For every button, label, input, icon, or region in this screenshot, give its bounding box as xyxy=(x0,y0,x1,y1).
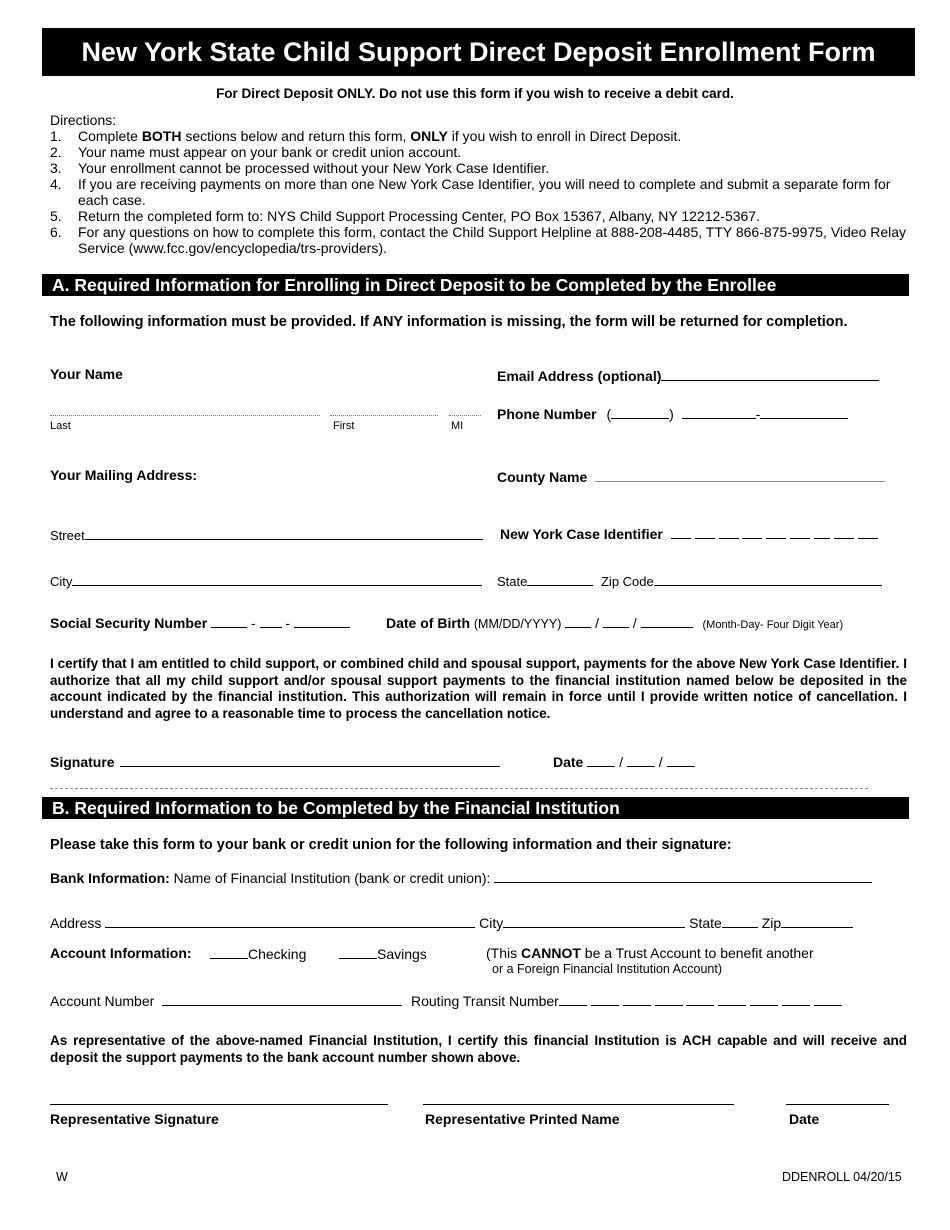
signature-date-field[interactable]: Date / / xyxy=(553,753,695,770)
bank-address-field[interactable] xyxy=(50,914,853,931)
bank-zip-input[interactable] xyxy=(781,914,853,928)
signature-label: Signature xyxy=(50,754,115,770)
direction-text: For any questions on how to complete this form, contact the Child Support Helpline at 888-208-4485, TTY 866-875-9975, Video Relay Service (www.fcc.gov/encyclopedia/trs-providers). xyxy=(78,224,907,256)
street-label: Street xyxy=(50,528,85,543)
form-title-text: New York State Child Support Direct Deposit Enrollment Form xyxy=(81,36,876,67)
cut-line-divider xyxy=(50,788,868,789)
bank-city-input[interactable] xyxy=(503,914,685,928)
trust-note-line2: or a Foreign Financial Institution Account) xyxy=(492,962,722,976)
section-a-notice: The following information must be provided. If ANY information is missing, the form will be returned for completion. xyxy=(50,314,848,330)
dob-month-input[interactable] xyxy=(565,614,591,628)
enrollee-certification: I certify that I am entitled to child support, or combined child and spousal support, payments for the above New York Case Identifier. I authorize that all my child support and/or spousal support payments to the financial institution named below be deposited in the account indicated by the financial institution. This authorization will remain in force until I provide written notice of cancellation. I understand and agree to a reasonable time to process the cancellation notice. xyxy=(50,656,907,721)
phone-label: Phone Number xyxy=(497,406,597,422)
city-label: City xyxy=(50,574,73,589)
bank-zip-label: Zip xyxy=(761,915,782,931)
form-subtitle: For Direct Deposit ONLY. Do not use this form if you wish to receive a debit card. xyxy=(216,86,734,101)
direction-item xyxy=(50,224,912,256)
trust-note-text: be a Trust Account to benefit another xyxy=(580,945,814,961)
bank-state-input[interactable] xyxy=(722,914,758,928)
dob-label: Date of Birth xyxy=(386,615,470,631)
phone-area-input[interactable] xyxy=(611,405,669,419)
bank-city-label: City xyxy=(479,915,504,931)
direction-item xyxy=(50,128,912,144)
phone-field[interactable]: Phone Number ( ) - xyxy=(497,405,848,422)
direction-number: 3. xyxy=(50,160,62,176)
direction-text: Your enrollment cannot be processed without your New York Case Identifier. xyxy=(78,160,550,176)
form-title xyxy=(42,28,915,76)
ssn-part2-input[interactable] xyxy=(260,614,282,628)
bank-address-input[interactable] xyxy=(105,914,475,928)
ssn-part1-input[interactable] xyxy=(211,614,247,628)
form-code: DDENROLL 04/20/15 xyxy=(782,1170,902,1184)
account-info-label: Account Information: xyxy=(50,945,192,961)
direction-number: 2. xyxy=(50,144,62,160)
email-input-line[interactable] xyxy=(661,367,879,381)
dob-day-input[interactable] xyxy=(603,614,629,628)
county-label: County Name xyxy=(497,469,588,485)
date-year-input[interactable] xyxy=(667,753,695,767)
section-a-header: A. Required Information for Enrolling in Direct Deposit to be Completed by the Enrollee xyxy=(42,274,909,296)
account-number-field[interactable] xyxy=(50,992,402,1009)
bank-state-label: State xyxy=(689,915,722,931)
trust-account-note xyxy=(486,945,814,961)
direction-number: 6. xyxy=(50,224,62,240)
mailing-address-label: Your Mailing Address: xyxy=(50,467,198,483)
account-number-input[interactable] xyxy=(162,992,402,1006)
ssn-label: Social Security Number xyxy=(50,615,208,631)
routing-input[interactable] xyxy=(559,992,842,1009)
direction-item xyxy=(50,160,912,176)
directions-list xyxy=(50,112,912,256)
bank-info-text: Name of Financial Institution (bank or credit union): xyxy=(173,870,491,886)
rep-signature-label: Representative Signature xyxy=(50,1111,219,1127)
mi-input[interactable] xyxy=(449,403,481,416)
rep-date-input[interactable] xyxy=(786,1104,889,1105)
first-name-input[interactable] xyxy=(330,403,438,416)
dob-field[interactable]: Date of Birth (MM/DD/YYYY) / / (Month-Day- Four Digit Year) xyxy=(386,615,844,631)
signature-field[interactable] xyxy=(50,753,500,770)
direction-emphasis: BOTH xyxy=(141,128,182,144)
dob-year-input[interactable] xyxy=(641,614,693,628)
direction-text: sections below and return this form, xyxy=(181,128,411,144)
bank-info-field[interactable] xyxy=(50,869,872,886)
direction-number: 1. xyxy=(50,128,62,144)
your-name-label: Your Name xyxy=(50,366,123,382)
city-field[interactable] xyxy=(50,572,482,589)
bank-name-input[interactable] xyxy=(494,869,872,883)
footer-left: W xyxy=(56,1170,68,1184)
checking-input[interactable] xyxy=(210,945,248,959)
bank-info-label: Bank Information: xyxy=(50,870,170,886)
city-input[interactable] xyxy=(72,572,482,586)
directions-heading: Directions: xyxy=(50,112,117,128)
rep-name-input[interactable] xyxy=(423,1104,734,1105)
last-label: Last xyxy=(50,420,71,432)
state-label: State xyxy=(497,574,528,589)
street-field[interactable] xyxy=(50,526,483,543)
rep-name-label: Representative Printed Name xyxy=(425,1111,620,1127)
phone-prefix-input[interactable] xyxy=(682,405,756,419)
representative-certification: As representative of the above-named Financial Institution, I certify this financial Institution is ACH capable and will receive and deposit the support payments to the bank account number shown above. xyxy=(50,1033,907,1065)
routing-label: Routing Transit Number xyxy=(411,993,559,1009)
rep-signature-input[interactable] xyxy=(50,1104,388,1105)
signature-date-label: Date xyxy=(553,754,584,770)
email-field[interactable] xyxy=(497,367,879,384)
direction-number: 5. xyxy=(50,208,62,224)
dob-format: (MM/DD/YYYY) xyxy=(473,617,562,631)
dob-note: (Month-Day- Four Digit Year) xyxy=(702,619,844,631)
signature-input[interactable] xyxy=(120,753,500,767)
ssn-field[interactable]: Social Security Number - - xyxy=(50,614,350,631)
routing-field[interactable] xyxy=(411,992,842,1009)
trust-note-text: (This xyxy=(486,945,521,961)
date-month-input[interactable] xyxy=(587,753,615,767)
direction-item xyxy=(50,176,912,208)
first-label: First xyxy=(333,420,355,432)
email-label: Email Address (optional) xyxy=(497,368,662,384)
account-number-label: Account Number xyxy=(50,993,155,1009)
section-b-header: B. Required Information to be Completed by the Financial Institution xyxy=(42,797,909,819)
state-zip-field[interactable] xyxy=(497,572,882,589)
checking-option[interactable] xyxy=(210,945,306,962)
direction-number: 4. xyxy=(50,176,62,192)
direction-item xyxy=(50,144,912,160)
direction-emphasis: ONLY xyxy=(410,128,448,144)
direction-text: Return the completed form to: NYS Child Support Processing Center, PO Box 15367, Albany, NY 12212-5367. xyxy=(78,208,760,224)
direction-text: Complete xyxy=(78,128,142,144)
phone-line-input[interactable] xyxy=(760,405,848,419)
savings-input[interactable] xyxy=(339,945,377,959)
savings-option[interactable] xyxy=(339,945,427,962)
zip-label: Zip Code xyxy=(600,574,654,589)
case-id-field[interactable] xyxy=(500,525,878,542)
direction-text: Your name must appear on your bank or credit union account. xyxy=(78,144,462,160)
last-name-input[interactable] xyxy=(50,403,320,416)
section-b-instruction: Please take this form to your bank or credit union for the following information and their signature: xyxy=(50,837,732,853)
rep-date-label: Date xyxy=(789,1111,820,1127)
direction-text: If you are receiving payments on more than one New York Case Identifier, you will need to complete and submit a separate form for each case. xyxy=(78,176,891,208)
bank-address-label: Address xyxy=(50,915,102,931)
county-field[interactable] xyxy=(497,468,885,485)
trust-note-emphasis: CANNOT xyxy=(521,945,581,961)
savings-label: Savings xyxy=(377,946,427,962)
ssn-part3-input[interactable] xyxy=(294,614,350,628)
checking-label: Checking xyxy=(248,946,307,962)
direction-item xyxy=(50,208,912,224)
case-id-input[interactable] xyxy=(671,525,878,542)
state-input[interactable] xyxy=(527,572,593,586)
date-day-input[interactable] xyxy=(627,753,655,767)
zip-input[interactable] xyxy=(654,572,882,586)
street-input[interactable] xyxy=(85,526,483,540)
case-id-label: New York Case Identifier xyxy=(500,526,663,542)
mi-label: MI xyxy=(451,420,464,432)
county-input[interactable] xyxy=(595,468,885,482)
direction-text: if you wish to enroll in Direct Deposit. xyxy=(447,128,682,144)
